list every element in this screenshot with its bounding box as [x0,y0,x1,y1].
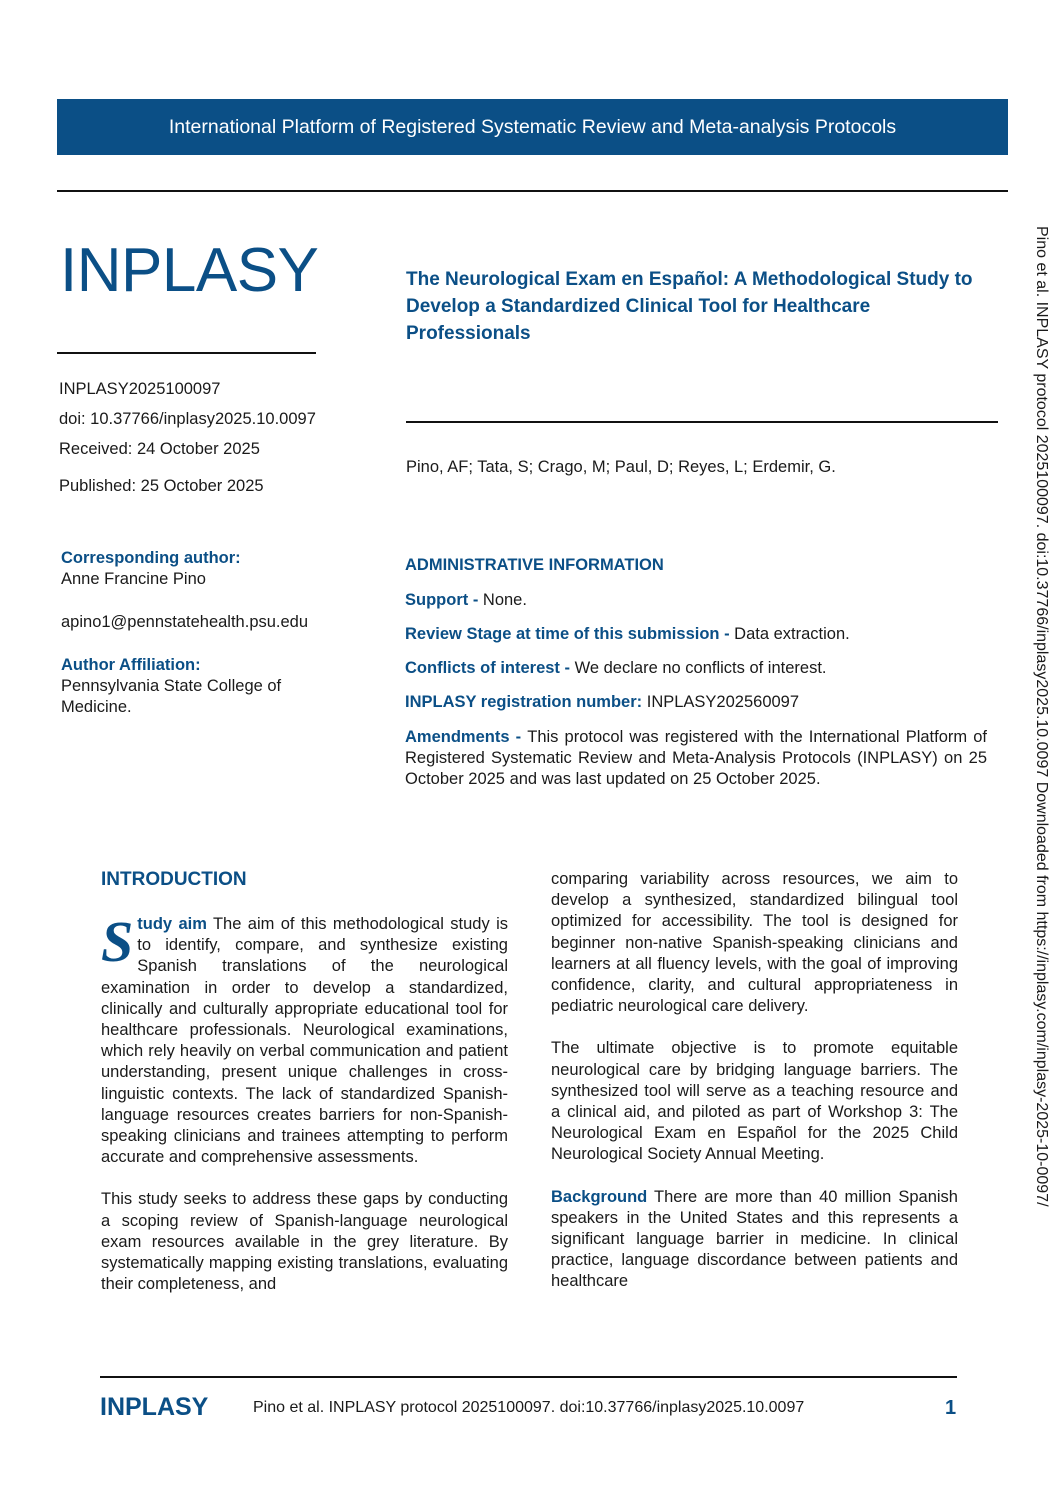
admin-amendments [405,727,987,790]
admin-heading-text: ADMINISTRATIVE INFORMATION [405,556,664,574]
corresponding-author [61,548,241,590]
admin-heading [405,555,987,576]
introduction-heading: INTRODUCTION [101,869,247,890]
paper-title: The Neurological Exam en Español: A Methodological Study to Develop a Standardized Clinical Tool for Healthcare Professionals [406,269,973,344]
support-value: None. [482,591,527,609]
author-affiliation [61,655,321,718]
footer-logo: INPLASY [100,1393,209,1421]
header-banner [57,99,1008,155]
right-column [551,869,958,1293]
author-list: Pino, AF; Tata, S; Crago, M; Paul, D; Reyes, L; Erdemir, G. [406,458,836,476]
published-date: Published: 25 October 2025 [59,477,264,495]
study-aim-label: tudy aim [137,915,207,933]
paragraph-3: comparing variability across resources, we aim to develop a synthesized, standardized bilingual tool optimized for accessibility. The tool is designed for beginner non-native Spanish-speaking clinicians and learners at all fluency levels, with the goal of improving confidence, clarity, and cultural appropriateness in pediatric neurological care delivery. [551,870,958,1016]
corresponding-author-name: Anne Francine Pino [61,570,206,588]
corresponding-author-email: apino1@pennstatehealth.psu.edu [61,613,309,631]
study-aim-text: The aim of this methodological study is to identify, compare, and synthesize existing Spanish translations of the neurological examination in order to develop a standardized, clinically and culturally appropriate educational tool for healthcare professionals. Neurological examinations, which rely heavily on verbal communication and patient understanding, present unique challenges in cross-linguistic contexts. The lack of standardized Spanish-language resources creates barriers for non-Spanish-speaking clinicians and trainees attempting to perform accurate and comprehensive assessments. [101,915,508,1167]
support-label: Support - [405,591,483,609]
admin-conflicts [405,658,987,679]
paragraph-4: The ultimate objective is to promote equitable neurological care by bridging language barriers. The synthesized tool will serve as a teaching resource and a clinical aid, and piloted as part of Workshop 3: The Neurological Exam en Español for the 2025 Child Neurological Society Annual Meeting. [551,1039,958,1164]
inplasy-logo: INPLASY [60,236,319,305]
page-number: 1 [945,1397,957,1419]
admin-registration [405,692,987,713]
footer-rule [100,1376,957,1378]
received-date: Received: 24 October 2025 [59,440,260,458]
banner-text: International Platform of Registered Systematic Review and Meta-analysis Protocols [168,115,897,138]
stage-label: Review Stage at time of this submission - [405,625,735,643]
affiliation-value: Pennsylvania State College of Medicine. [61,677,282,716]
registration-value: INPLASY202560097 [646,693,800,711]
registration-label: INPLASY registration number: [405,693,647,711]
conflicts-label: Conflicts of interest - [405,659,575,677]
protocol-id: INPLASY2025100097 [59,380,221,398]
logo-rule [57,352,316,354]
study-aim-paragraph [101,909,508,1168]
background-text: There are more than 40 million Spanish speakers in the United States and this represents a significant language barrier in medicine. In clinical practice, language discordance between patients and healthcare [551,1187,958,1291]
doi: doi: 10.37766/inplasy2025.10.0097 [59,410,316,428]
amendments-label: Amendments - [405,728,528,746]
admin-review-stage [405,624,987,645]
amendments-value: This protocol was registered with the International Platform of Registered Systematic Review and Meta-Analysis Protocols (INPLASY) on 25 October 2025 and was last updated on 25 October 2025. [405,728,988,788]
left-column [101,868,508,1295]
title-rule [406,421,998,423]
affiliation-label: Author Affiliation: [61,656,201,674]
background-label: Background [551,1187,648,1206]
admin-support [405,590,987,611]
header-rule [57,190,1008,192]
footer-citation: Pino et al. INPLASY protocol 2025100097. doi:10.37766/inplasy2025.10.0097 [253,1399,805,1416]
corresponding-author-label: Corresponding author: [61,549,241,567]
paragraph-2: This study seeks to address these gaps by conducting a scoping review of Spanish-language neurological exam resources available in the grey literature. By systematically mapping existing translations, evaluating their completeness, and [101,1190,508,1294]
background-paragraph [551,1187,958,1293]
side-citation: Pino et al. INPLASY protocol 2025100097. doi:10.37766/inplasy2025.10.0097 Downloaded from https://inplasy.com/inplasy-2025-10-0097/ [1033,226,1050,1207]
dropcap-letter: S [101,909,134,974]
stage-value: Data extraction. [734,625,850,643]
conflicts-value: We declare no conflicts of interest. [574,659,827,677]
